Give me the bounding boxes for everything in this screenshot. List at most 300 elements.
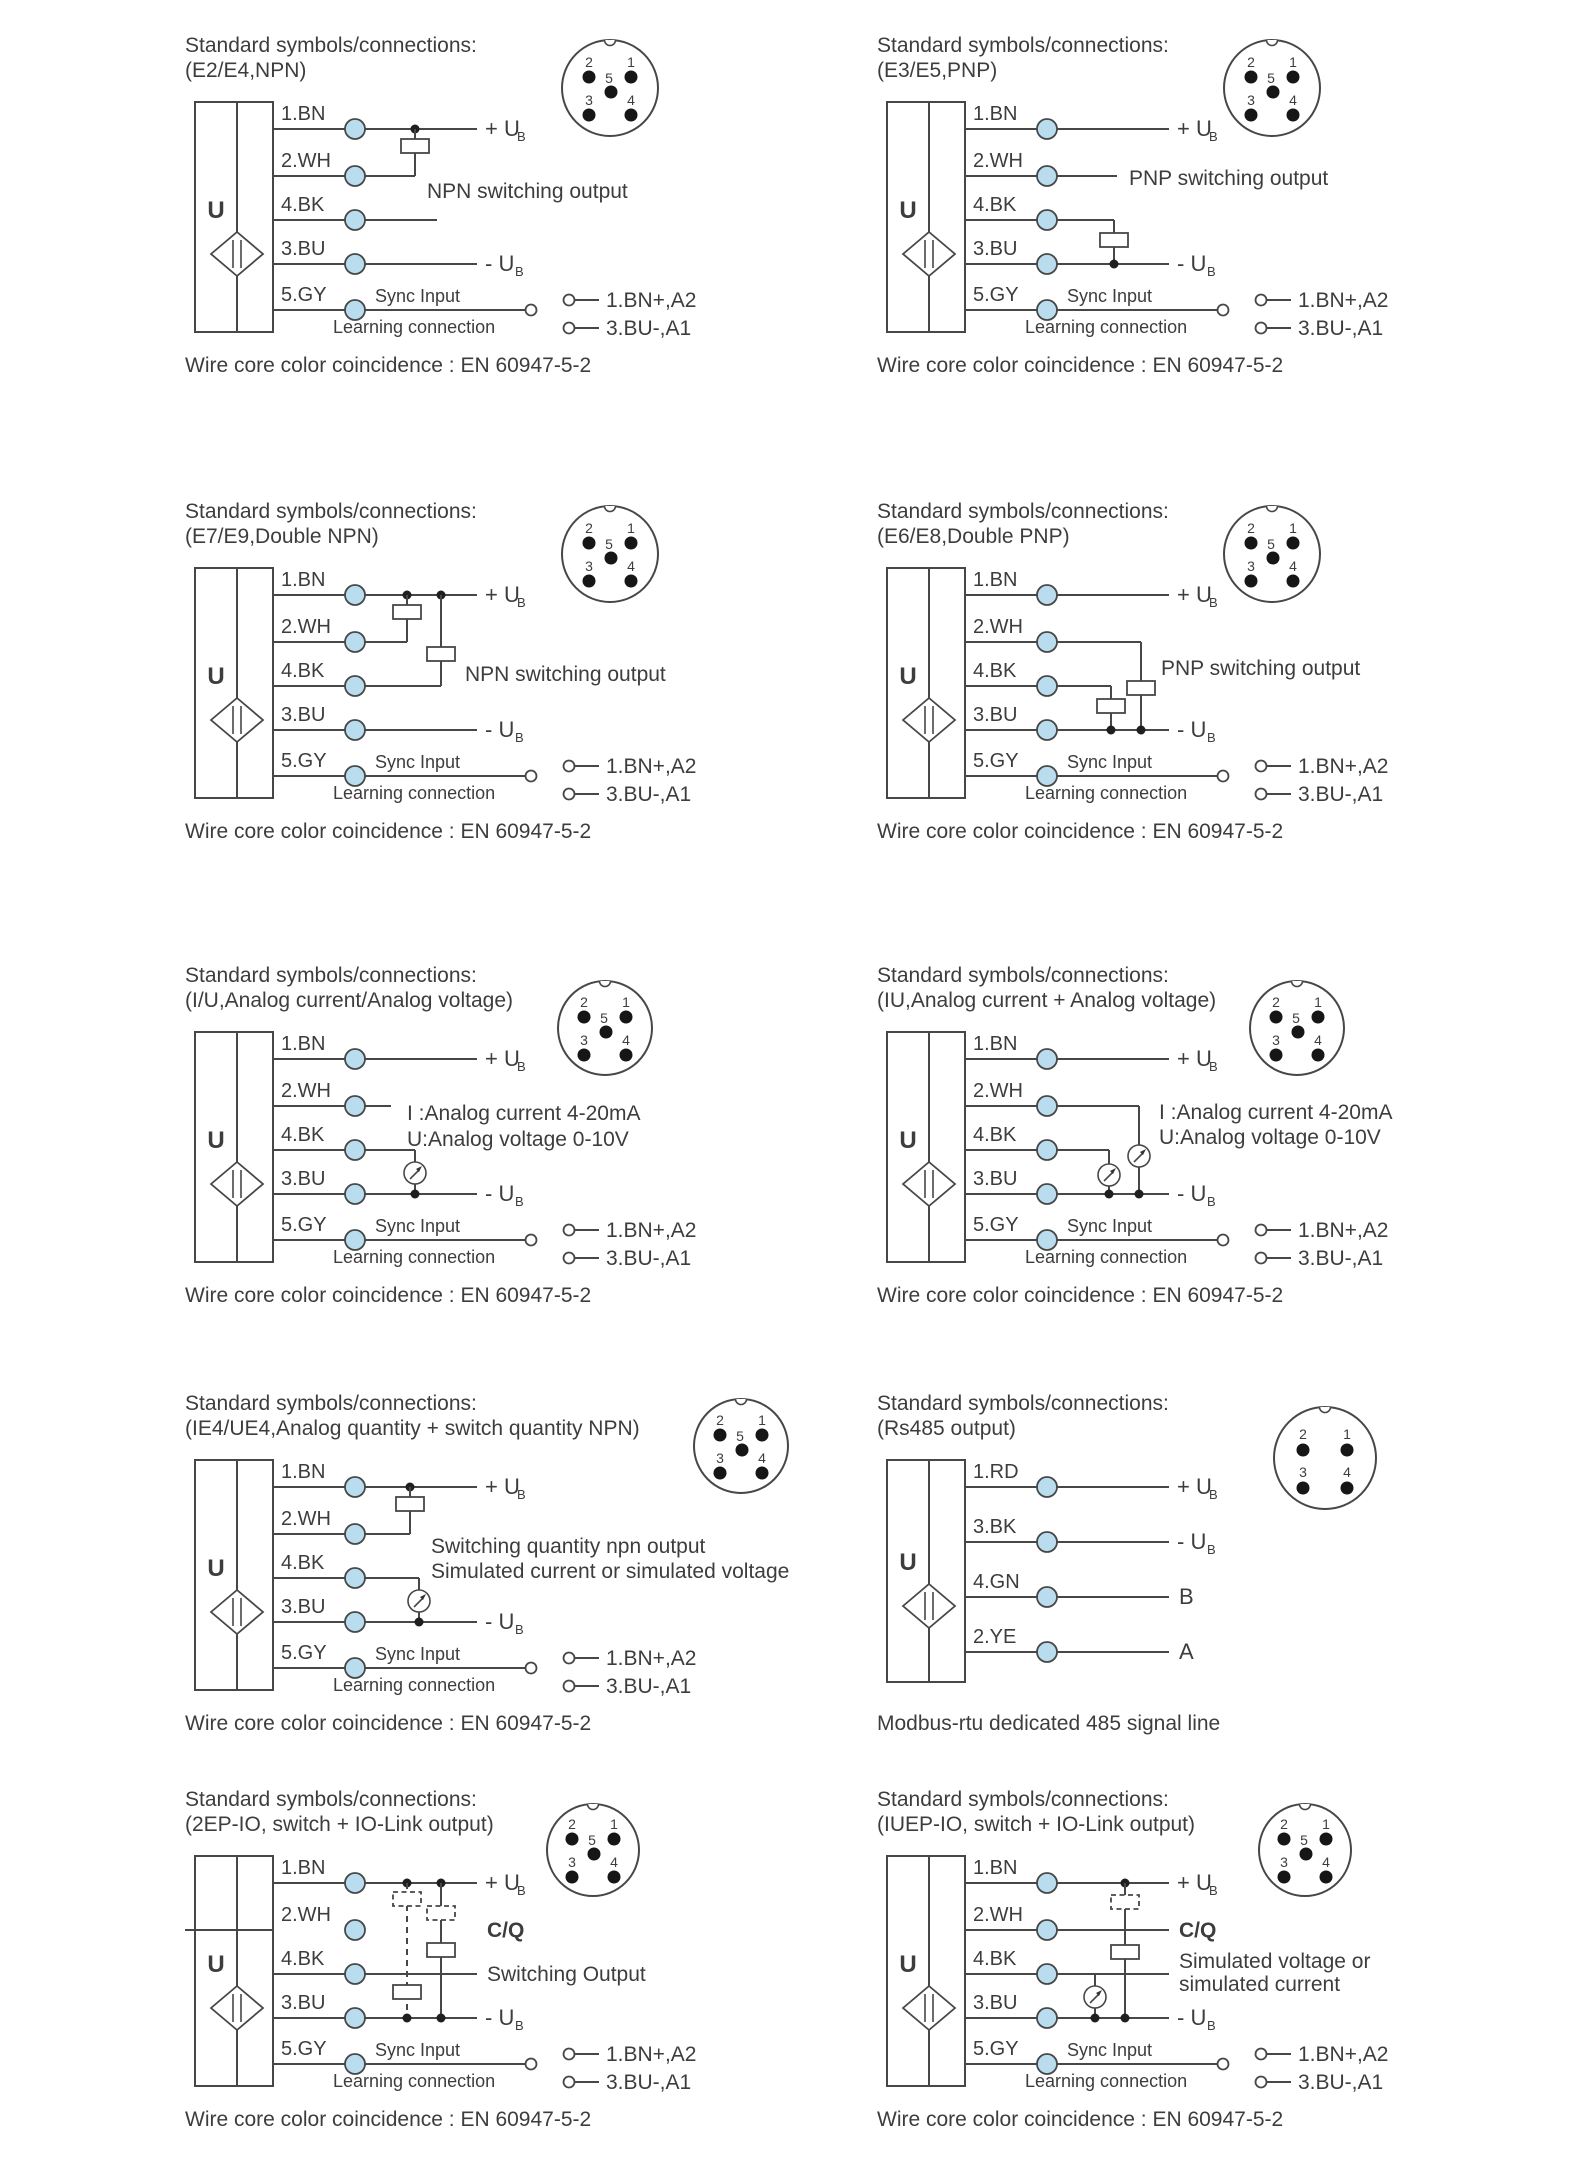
panel-title: Standard symbols/connections: xyxy=(185,1392,477,1415)
wire-4bk xyxy=(965,657,1360,730)
svg-text:U: U xyxy=(899,663,917,690)
m12-connector-pinout-icon xyxy=(562,506,658,602)
svg-text:U: U xyxy=(207,1951,225,1978)
wire-1bn xyxy=(965,103,1218,144)
svg-text:2: 2 xyxy=(585,54,593,70)
panel-subtitle: (I/U,Analog current/Analog voltage) xyxy=(185,989,514,1012)
wire-4bk xyxy=(965,1948,1370,2018)
svg-text:1.BN: 1.BN xyxy=(973,103,1018,125)
meter-icon xyxy=(408,1590,430,1612)
svg-text:1: 1 xyxy=(1314,994,1322,1010)
panel-footer: Wire core color coincidence : EN 60947-5-2 xyxy=(877,2108,1284,2131)
wire-3bk xyxy=(965,1516,1216,1557)
output-label: Switching quantity npn output xyxy=(431,1535,706,1558)
resistor xyxy=(396,1497,424,1511)
m12-connector-pinout-icon xyxy=(1224,40,1320,136)
meter-icon xyxy=(1098,1164,1120,1186)
svg-text:2.WH: 2.WH xyxy=(973,1080,1023,1102)
output-label: I :Analog current 4-20mA xyxy=(1159,1101,1393,1124)
svg-text:2: 2 xyxy=(1247,54,1255,70)
panel-footer: Wire core color coincidence : EN 60947-5-2 xyxy=(877,354,1284,377)
svg-text:1.BN+,A2: 1.BN+,A2 xyxy=(1298,1219,1389,1242)
svg-text:3: 3 xyxy=(585,92,593,108)
junction-dot xyxy=(1091,2014,1100,2023)
svg-text:3: 3 xyxy=(716,1450,724,1466)
svg-text:+ U: + U xyxy=(485,1046,520,1071)
svg-text:Learning connection: Learning connection xyxy=(1025,1247,1188,1267)
wire-3bu xyxy=(273,704,524,745)
wire-4bk xyxy=(273,660,666,696)
panel-subtitle: (IUEP-IO, switch + IO-Link output) xyxy=(877,1813,1196,1836)
output-label: PNP switching output xyxy=(1129,167,1329,190)
m12-connector-pinout-icon xyxy=(1224,506,1320,602)
svg-text:U: U xyxy=(207,663,225,690)
panel-subtitle: (IU,Analog current + Analog voltage) xyxy=(877,989,1217,1012)
panel-title: Standard symbols/connections: xyxy=(185,1788,477,1811)
wire-2wh xyxy=(273,616,407,652)
wire-label: 1.BN xyxy=(281,103,326,125)
panel-title: Standard symbols/connections: xyxy=(877,500,1169,523)
junction-dot xyxy=(437,2014,446,2023)
wire-1rd xyxy=(965,1461,1218,1502)
svg-text:4: 4 xyxy=(1343,1464,1351,1480)
svg-text:4.GN: 4.GN xyxy=(973,1571,1020,1593)
svg-text:Sync Input: Sync Input xyxy=(375,1644,461,1664)
svg-text:+ U: + U xyxy=(1177,116,1212,141)
svg-text:1.BN+,A2: 1.BN+,A2 xyxy=(606,1647,697,1670)
svg-text:B: B xyxy=(517,595,526,610)
svg-text:U: U xyxy=(899,1549,917,1576)
svg-text:Sync Input: Sync Input xyxy=(375,2040,461,2060)
svg-text:U: U xyxy=(899,1951,917,1978)
output-label: Simulated current or simulated voltage xyxy=(431,1560,790,1583)
svg-text:Learning connection: Learning connection xyxy=(1025,317,1188,337)
junction-dot xyxy=(1105,1190,1114,1199)
output-label: PNP switching output xyxy=(1161,657,1361,680)
svg-text:2: 2 xyxy=(568,1816,576,1832)
svg-text:3: 3 xyxy=(568,1854,576,1870)
panel-title: Standard symbols/connections: xyxy=(877,1788,1169,1811)
panel-subtitle: (Rs485 output) xyxy=(877,1417,1016,1440)
output-label: NPN switching output xyxy=(427,180,628,203)
svg-text:3.BU-,A1: 3.BU-,A1 xyxy=(1298,1247,1384,1270)
wire-terminal xyxy=(345,254,365,274)
sync-learning-row xyxy=(965,2038,1388,2094)
output-label: Switching Output xyxy=(487,1963,646,1986)
panel-iu-analog-plus xyxy=(877,962,1587,1335)
m12-connector-pinout-icon xyxy=(547,1804,639,1896)
panel-title: Standard symbols/connections: xyxy=(185,500,477,523)
resistor xyxy=(1111,1945,1139,1959)
resistor xyxy=(427,647,455,661)
svg-text:B: B xyxy=(1207,730,1216,745)
svg-text:1: 1 xyxy=(610,1816,618,1832)
panel-e6-e8-double-pnp xyxy=(877,498,1587,871)
svg-text:2.YE: 2.YE xyxy=(973,1626,1017,1648)
sync-learning-row xyxy=(273,284,696,340)
junction-dot xyxy=(411,1190,420,1199)
svg-text:- U: - U xyxy=(485,1609,515,1634)
svg-text:4: 4 xyxy=(1289,92,1297,108)
output-label: U:Analog voltage 0-10V xyxy=(1159,1126,1381,1149)
svg-text:- U: - U xyxy=(1177,717,1207,742)
wire-2wh xyxy=(273,150,628,203)
svg-text:3.BU: 3.BU xyxy=(281,1596,326,1618)
resistor xyxy=(1097,699,1125,713)
svg-text:1.BN: 1.BN xyxy=(973,1857,1018,1879)
svg-text:4: 4 xyxy=(627,92,635,108)
sensor-symbol xyxy=(195,1032,273,1262)
wire-label: 2.WH xyxy=(281,150,331,172)
panel-footer: Wire core color coincidence : EN 60947-5-2 xyxy=(185,1284,592,1307)
svg-text:3.BU: 3.BU xyxy=(973,1992,1018,2014)
panel-e3-e5-pnp xyxy=(877,32,1587,405)
svg-text:1.BN+,A2: 1.BN+,A2 xyxy=(1298,755,1389,778)
svg-text:2: 2 xyxy=(716,1412,724,1428)
learning-label: Learning connection xyxy=(333,317,496,337)
svg-text:B: B xyxy=(517,129,526,144)
svg-text:1: 1 xyxy=(1289,54,1297,70)
svg-text:B: B xyxy=(515,264,524,279)
wire-2wh xyxy=(965,1904,1216,1942)
svg-text:5.GY: 5.GY xyxy=(281,2038,327,2060)
sync-learning-row xyxy=(273,2038,696,2094)
panel-footer: Wire core color coincidence : EN 60947-5-2 xyxy=(185,820,592,843)
wire-terminal xyxy=(345,119,365,139)
output-label: NPN switching output xyxy=(465,663,666,686)
cq-label: C/Q xyxy=(487,1919,525,1942)
svg-text:5.GY: 5.GY xyxy=(281,750,327,772)
sensor-symbol xyxy=(195,1460,273,1690)
svg-text:2: 2 xyxy=(580,994,588,1010)
panel-subtitle: (E2/E4,NPN) xyxy=(185,59,307,82)
resistor xyxy=(401,139,429,153)
svg-text:5: 5 xyxy=(1267,70,1275,86)
svg-text:2.WH: 2.WH xyxy=(973,616,1023,638)
svg-text:1.BN+,A2: 1.BN+,A2 xyxy=(1298,289,1389,312)
sync-learning-row xyxy=(965,284,1388,340)
panel-ie4-ue4 xyxy=(185,1390,895,1763)
output-label: Simulated voltage or xyxy=(1179,1950,1371,1973)
svg-text:3.BU: 3.BU xyxy=(281,1992,326,2014)
svg-text:5: 5 xyxy=(600,1010,608,1026)
resistor xyxy=(1127,681,1155,695)
svg-text:2.WH: 2.WH xyxy=(281,1080,331,1102)
panel-iu-analog-or xyxy=(185,962,895,1335)
svg-text:1.BN: 1.BN xyxy=(973,1033,1018,1055)
svg-text:4.BK: 4.BK xyxy=(281,660,325,682)
svg-text:4: 4 xyxy=(758,1450,766,1466)
svg-text:1: 1 xyxy=(627,54,635,70)
wire-terminal xyxy=(345,210,365,230)
minus-ub-label: - U xyxy=(485,251,515,276)
svg-text:B: B xyxy=(1207,1542,1216,1557)
sync-learning-row xyxy=(273,1642,696,1698)
svg-text:1: 1 xyxy=(1343,1426,1351,1442)
svg-text:1.BN: 1.BN xyxy=(281,569,326,591)
svg-text:4.BK: 4.BK xyxy=(973,1948,1017,1970)
svg-text:1.BN+,A2: 1.BN+,A2 xyxy=(606,1219,697,1242)
junction-dot xyxy=(1107,726,1116,735)
wire-3bu xyxy=(273,238,524,279)
svg-text:3: 3 xyxy=(1247,92,1255,108)
meter-icon xyxy=(1128,1145,1150,1167)
io-link-branch-left xyxy=(393,1883,421,2018)
svg-text:Sync Input: Sync Input xyxy=(1067,752,1153,772)
svg-text:2: 2 xyxy=(1272,994,1280,1010)
svg-text:+ U: + U xyxy=(485,1870,520,1895)
svg-text:3.BU-,A1: 3.BU-,A1 xyxy=(606,2071,692,2094)
io-link-branch-right xyxy=(427,1883,455,2018)
svg-text:+ U: + U xyxy=(1177,1870,1212,1895)
panel-footer: Wire core color coincidence : EN 60947-5-2 xyxy=(877,820,1284,843)
svg-text:4.BK: 4.BK xyxy=(973,660,1017,682)
svg-text:4: 4 xyxy=(610,1854,618,1870)
wire-1bn xyxy=(273,1857,526,1898)
panel-subtitle: (E7/E9,Double NPN) xyxy=(185,525,379,548)
svg-text:5: 5 xyxy=(1292,1010,1300,1026)
svg-text:B: B xyxy=(1207,2018,1216,2033)
sensor-symbol xyxy=(887,568,965,798)
svg-text:4: 4 xyxy=(1314,1032,1322,1048)
open-terminal xyxy=(564,323,575,334)
sensor-symbol xyxy=(887,1460,965,1682)
svg-text:B: B xyxy=(1207,1194,1216,1209)
svg-text:Learning connection: Learning connection xyxy=(1025,2071,1188,2091)
svg-text:+ U: + U xyxy=(485,1474,520,1499)
wire-1bn xyxy=(965,569,1218,610)
svg-text:3.BU: 3.BU xyxy=(973,1168,1018,1190)
svg-text:1.BN+,A2: 1.BN+,A2 xyxy=(606,755,697,778)
svg-text:2.WH: 2.WH xyxy=(281,616,331,638)
svg-text:B: B xyxy=(1209,129,1218,144)
svg-text:4.BK: 4.BK xyxy=(281,1124,325,1146)
output-label: I :Analog current 4-20mA xyxy=(407,1102,641,1125)
panel-title: Standard symbols/connections: xyxy=(877,34,1169,57)
svg-text:1.BN: 1.BN xyxy=(281,1857,326,1879)
resistor xyxy=(393,1985,421,1999)
resistor-dashed xyxy=(1111,1895,1139,1909)
svg-text:4: 4 xyxy=(1289,558,1297,574)
cq-label: C/Q xyxy=(1179,1919,1217,1942)
svg-text:U: U xyxy=(899,197,917,224)
panel-e7-e9-double-npn xyxy=(185,498,895,871)
panel-footer: Wire core color coincidence : EN 60947-5-2 xyxy=(185,1712,592,1735)
m12-connector-pinout-icon xyxy=(694,1399,788,1493)
panel-iuep-io xyxy=(877,1786,1587,2159)
panel-title: Standard symbols/connections: xyxy=(877,964,1169,987)
svg-text:4: 4 xyxy=(622,1032,630,1048)
junction-dot xyxy=(415,1618,424,1627)
line-b-label: B xyxy=(1179,1584,1194,1609)
svg-text:3.BU-,A1: 3.BU-,A1 xyxy=(1298,783,1384,806)
svg-text:3: 3 xyxy=(1272,1032,1280,1048)
svg-text:Learning connection: Learning connection xyxy=(1025,783,1188,803)
svg-text:B: B xyxy=(1209,1059,1218,1074)
panel-title: Standard symbols/connections: xyxy=(185,964,477,987)
svg-text:Sync Input: Sync Input xyxy=(375,1216,461,1236)
wire-terminal xyxy=(345,166,365,186)
sync-learning-row xyxy=(965,1214,1388,1270)
junction-dot xyxy=(1121,2014,1130,2023)
svg-text:1: 1 xyxy=(1322,1816,1330,1832)
svg-text:3: 3 xyxy=(1247,558,1255,574)
svg-text:B: B xyxy=(1209,1883,1218,1898)
svg-text:Sync Input: Sync Input xyxy=(375,752,461,772)
svg-text:+ U: + U xyxy=(1177,582,1212,607)
svg-text:B: B xyxy=(515,1194,524,1209)
svg-text:1: 1 xyxy=(758,1412,766,1428)
sync-terminal-label: 1.BN+,A2 xyxy=(606,289,697,312)
svg-text:3: 3 xyxy=(1280,1854,1288,1870)
svg-text:4: 4 xyxy=(627,558,635,574)
wire-3bu xyxy=(965,238,1216,279)
sync-input-label: Sync Input xyxy=(375,286,461,306)
svg-text:B: B xyxy=(517,1883,526,1898)
line-a-label: A xyxy=(1179,1639,1194,1664)
wire-3bu xyxy=(273,1596,524,1637)
svg-text:1: 1 xyxy=(627,520,635,536)
svg-text:4.BK: 4.BK xyxy=(281,1552,325,1574)
wire-2wh xyxy=(273,1080,640,1151)
output-label: U:Analog voltage 0-10V xyxy=(407,1128,629,1151)
resistor xyxy=(427,1943,455,1957)
svg-text:3.BU-,A1: 3.BU-,A1 xyxy=(1298,2071,1384,2094)
resistor-dashed xyxy=(393,1892,421,1906)
svg-text:2.WH: 2.WH xyxy=(973,1904,1023,1926)
sensor-symbol xyxy=(887,1032,965,1262)
svg-text:B: B xyxy=(517,1059,526,1074)
wire-2ye xyxy=(965,1626,1194,1664)
svg-text:U: U xyxy=(207,1127,225,1154)
sensor-symbol xyxy=(887,102,965,332)
junction-dot xyxy=(1135,1190,1144,1199)
svg-text:B: B xyxy=(515,2018,524,2033)
svg-text:2: 2 xyxy=(1247,520,1255,536)
resistor xyxy=(393,605,421,619)
wire-4bk xyxy=(273,194,437,230)
svg-text:3.BU-,A1: 3.BU-,A1 xyxy=(606,1675,692,1698)
svg-text:+ U: + U xyxy=(1177,1474,1212,1499)
m12-connector-pinout-icon xyxy=(558,981,652,1075)
wire-1bn xyxy=(273,1033,526,1074)
svg-text:5: 5 xyxy=(605,536,613,552)
svg-text:1.BN: 1.BN xyxy=(973,569,1018,591)
svg-text:5: 5 xyxy=(588,1832,596,1848)
resistor xyxy=(1100,233,1128,247)
svg-text:- U: - U xyxy=(485,2005,515,2030)
m12-connector-4pin-icon xyxy=(1274,1407,1376,1509)
svg-text:1: 1 xyxy=(622,994,630,1010)
svg-text:- U: - U xyxy=(485,1181,515,1206)
svg-text:Learning connection: Learning connection xyxy=(333,783,496,803)
svg-text:5: 5 xyxy=(736,1428,744,1444)
junction-dot xyxy=(1110,260,1119,269)
plus-ub-label: + U xyxy=(485,116,520,141)
svg-text:+ U: + U xyxy=(1177,1046,1212,1071)
svg-text:3.BU: 3.BU xyxy=(973,238,1018,260)
svg-text:Learning connection: Learning connection xyxy=(333,2071,496,2091)
svg-text:2.WH: 2.WH xyxy=(281,1508,331,1530)
svg-text:- U: - U xyxy=(485,717,515,742)
junction-dot xyxy=(1137,726,1146,735)
panel-footer: Wire core color coincidence : EN 60947-5-2 xyxy=(877,1284,1284,1307)
panel-footer: Wire core color coincidence : EN 60947-5-2 xyxy=(185,354,592,377)
m12-connector-pinout-icon xyxy=(562,40,658,136)
resistor-dashed xyxy=(427,1906,455,1920)
svg-text:U: U xyxy=(207,1555,225,1582)
svg-text:3.BK: 3.BK xyxy=(973,1516,1017,1538)
svg-text:Learning connection: Learning connection xyxy=(333,1675,496,1695)
open-terminal xyxy=(564,295,575,306)
svg-text:3.BU-,A1: 3.BU-,A1 xyxy=(606,783,692,806)
svg-text:5: 5 xyxy=(1267,536,1275,552)
sync-learning-row xyxy=(965,750,1388,806)
svg-text:5.GY: 5.GY xyxy=(973,1214,1019,1236)
svg-text:+ U: + U xyxy=(485,582,520,607)
panel-title: Standard symbols/connections: xyxy=(185,34,477,57)
sensor-symbol xyxy=(195,568,273,798)
wire-label: 5.GY xyxy=(281,284,327,306)
svg-text:5.GY: 5.GY xyxy=(973,284,1019,306)
svg-text:2.WH: 2.WH xyxy=(281,1904,331,1926)
svg-text:2: 2 xyxy=(1280,1816,1288,1832)
sensor-symbol xyxy=(195,102,273,332)
svg-text:5: 5 xyxy=(605,70,613,86)
panel-rs485 xyxy=(877,1390,1587,1763)
svg-text:5.GY: 5.GY xyxy=(281,1642,327,1664)
m12-connector-pinout-icon xyxy=(1259,1804,1351,1896)
svg-text:- U: - U xyxy=(1177,2005,1207,2030)
svg-text:5.GY: 5.GY xyxy=(281,1214,327,1236)
sync-terminal-label: 3.BU-,A1 xyxy=(606,317,692,340)
svg-text:4: 4 xyxy=(1322,1854,1330,1870)
output-label: simulated current xyxy=(1179,1973,1341,1996)
meter-icon xyxy=(1084,1986,1106,2008)
svg-text:5.GY: 5.GY xyxy=(973,2038,1019,2060)
junction-dot xyxy=(403,2014,412,2023)
svg-text:1.RD: 1.RD xyxy=(973,1461,1019,1483)
panel-footer: Wire core color coincidence : EN 60947-5-2 xyxy=(185,2108,592,2131)
svg-text:4.BK: 4.BK xyxy=(281,1948,325,1970)
svg-text:- U: - U xyxy=(1177,251,1207,276)
svg-text:1.BN+,A2: 1.BN+,A2 xyxy=(606,2043,697,2066)
m12-connector-pinout-icon xyxy=(1250,981,1344,1075)
svg-text:3.BU: 3.BU xyxy=(281,1168,326,1190)
wire-2wh xyxy=(965,1080,1392,1194)
panel-2ep-io xyxy=(185,1786,895,2159)
svg-text:- U: - U xyxy=(1177,1181,1207,1206)
wire-3bu xyxy=(965,1168,1216,1209)
svg-text:3: 3 xyxy=(1299,1464,1307,1480)
meter-icon xyxy=(404,1162,426,1184)
sync-learning-row xyxy=(273,1214,696,1270)
panel-e2-e4-npn xyxy=(185,32,895,405)
svg-text:- U: - U xyxy=(1177,1529,1207,1554)
svg-text:3: 3 xyxy=(585,558,593,574)
panel-subtitle: (E6/E8,Double PNP) xyxy=(877,525,1070,548)
svg-text:B: B xyxy=(517,1487,526,1502)
svg-text:5: 5 xyxy=(1300,1832,1308,1848)
wire-2wh xyxy=(965,150,1328,190)
wire-4gn xyxy=(965,1571,1194,1609)
svg-text:B: B xyxy=(1207,264,1216,279)
panel-subtitle: (2EP-IO, switch + IO-Link output) xyxy=(185,1813,494,1836)
panel-subtitle: (E3/E5,PNP) xyxy=(877,59,998,82)
svg-text:U: U xyxy=(899,1127,917,1154)
svg-text:B: B xyxy=(1209,1487,1218,1502)
wire-label: 4.BK xyxy=(281,194,325,216)
